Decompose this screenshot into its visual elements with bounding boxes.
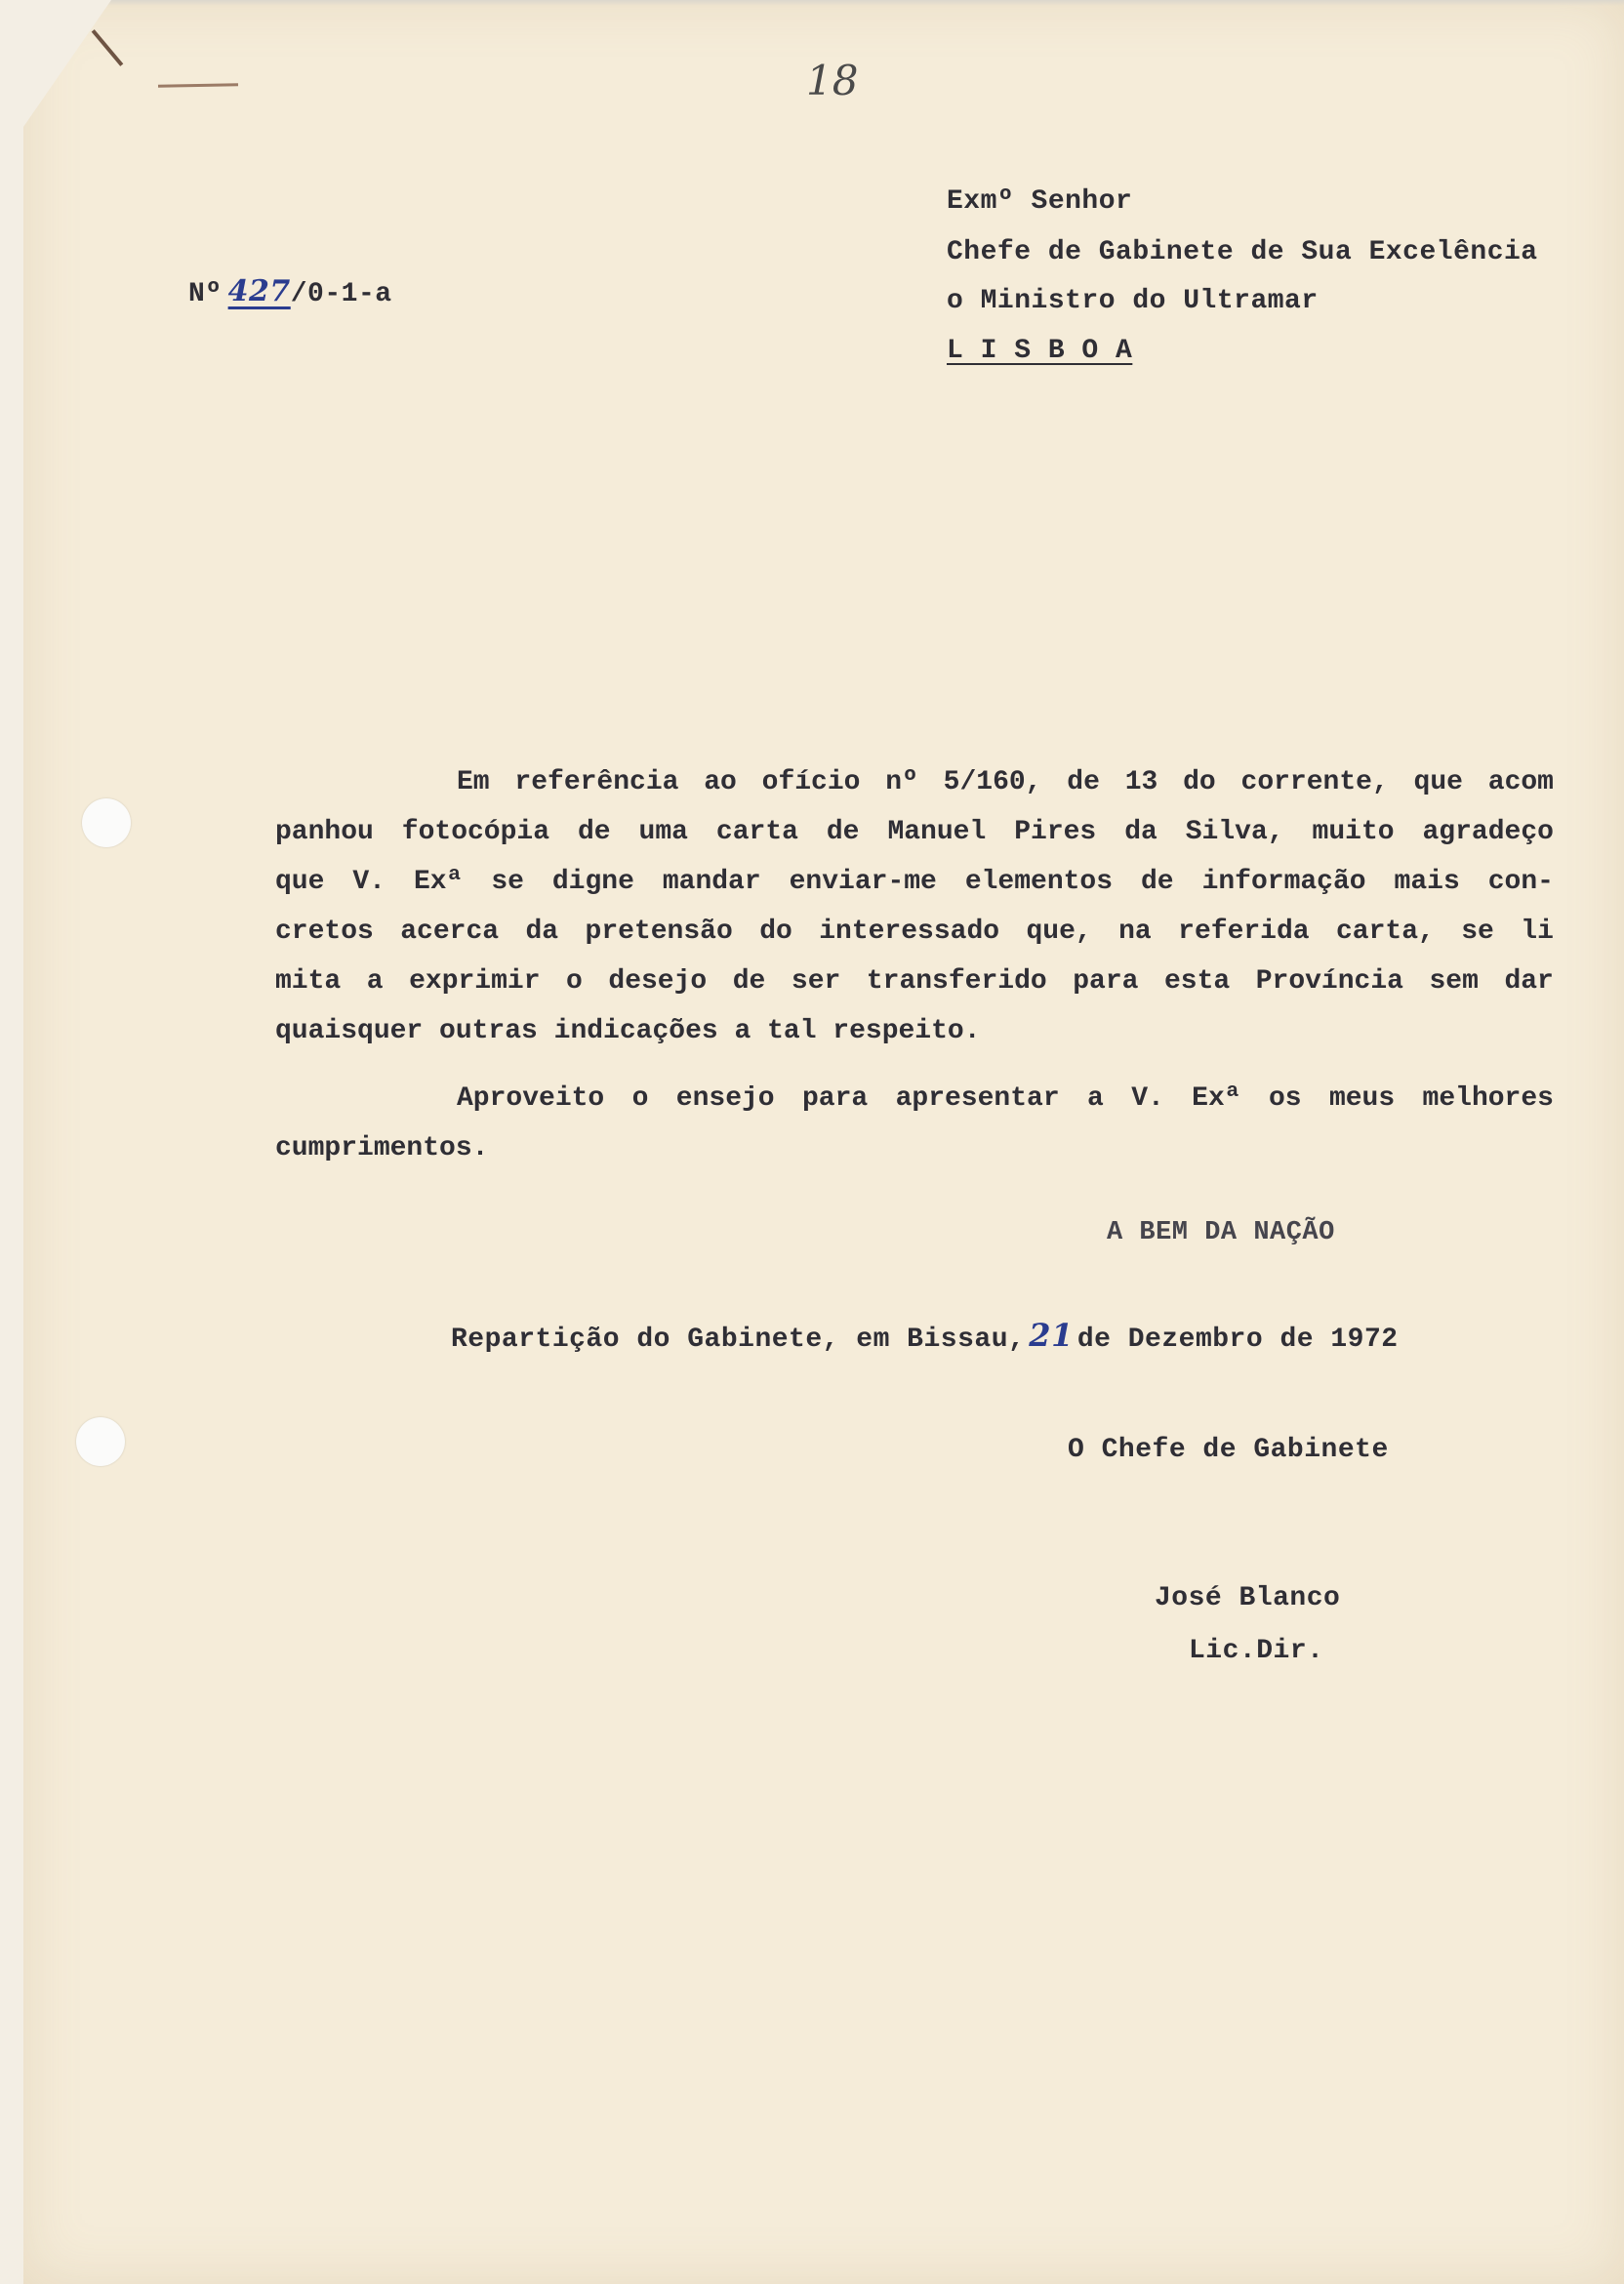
body-word: melhores (1422, 1083, 1554, 1114)
signatory-name: José Blanco (1155, 1583, 1341, 1613)
body-word: ao (704, 767, 737, 797)
body-line (275, 1074, 1554, 1123)
body-word: o (566, 966, 583, 997)
body-line (275, 757, 1554, 807)
handwritten-day: 21 (1029, 1317, 1074, 1354)
letter-body (275, 757, 1554, 1173)
body-word: muito (1312, 817, 1395, 847)
folio-number: 18 (806, 57, 859, 104)
body-line (275, 807, 1554, 857)
body-word: cretos (275, 917, 374, 947)
place-and-date (451, 1317, 1399, 1355)
torn-corner (23, 0, 111, 127)
place-prefix: Repartição do Gabinete, em Bissau, (451, 1325, 1026, 1355)
body-word: pretensão (585, 917, 733, 947)
addressee-title: Chefe de Gabinete de Sua Excelência (947, 237, 1538, 267)
body-word: ser (791, 966, 841, 997)
body-word: que, (1026, 917, 1092, 947)
body-word: Pires (1014, 817, 1097, 847)
body-word: Manuel (887, 817, 987, 847)
body-word: 5/160, (943, 767, 1042, 797)
body-word: da (1124, 817, 1157, 847)
body-word: Exª (1192, 1083, 1241, 1114)
body-word: mita (275, 966, 342, 997)
body-word: agradeço (1422, 817, 1554, 847)
punch-hole-lower (76, 1417, 125, 1466)
staple-line (158, 83, 238, 87)
body-word: o (631, 1083, 649, 1114)
body-word: apresentar (895, 1083, 1060, 1114)
body-word: exprimir (409, 966, 541, 997)
body-word: carta, (1336, 917, 1435, 947)
body-word: acom (1487, 767, 1554, 797)
body-word: interessado (819, 917, 1000, 947)
addressee-city: L I S B O A (947, 336, 1133, 366)
body-word: de (826, 817, 860, 847)
body-word: referência (514, 767, 679, 797)
body-word: que (1413, 767, 1463, 797)
body-word: de (1141, 867, 1174, 897)
body-word: na (1118, 917, 1152, 947)
body-word: meus (1328, 1083, 1396, 1114)
body-word: ensejo (675, 1083, 775, 1114)
punch-hole-upper (82, 798, 131, 847)
body-word: referida (1178, 917, 1310, 947)
body-word: digne (551, 867, 634, 897)
body-line: quaisquer outras indicações a tal respeito. (275, 1016, 981, 1046)
body-word: ofício (761, 767, 861, 797)
signatory-title: Lic.Dir. (1189, 1636, 1324, 1666)
body-word: esta (1163, 966, 1231, 997)
body-word: carta (715, 817, 798, 847)
body-word: para (1073, 966, 1139, 997)
body-word: informação (1201, 867, 1366, 897)
body-word: Exª (413, 867, 464, 897)
body-word: enviar-me (789, 867, 937, 897)
body-word: que (275, 867, 325, 897)
body-word: mais (1394, 867, 1460, 897)
body-word: 13 (1124, 767, 1158, 797)
body-word: nº (885, 767, 918, 797)
body-word: transferido (866, 966, 1047, 997)
body-word: elementos (964, 867, 1114, 897)
closing-motto: A BEM DA NAÇÃO (1107, 1218, 1335, 1247)
body-word: do (759, 917, 792, 947)
body-word: acerca (400, 917, 500, 947)
body-word: uma (638, 817, 688, 847)
body-word: do (1183, 767, 1216, 797)
body-word: sem (1429, 966, 1479, 997)
body-word: dar (1504, 966, 1554, 997)
body-word: panhou (275, 817, 374, 847)
body-word: V. (1131, 1083, 1164, 1114)
body-word: Silva, (1185, 817, 1284, 847)
body-line (275, 907, 1554, 957)
reference-prefix: Nº (188, 279, 223, 309)
reference-number (188, 274, 392, 309)
body-word: da (525, 917, 559, 947)
body-word: se (1461, 917, 1494, 947)
body-word: para (802, 1083, 869, 1114)
body-word: Província (1255, 966, 1403, 997)
body-line (275, 857, 1554, 907)
body-word: a (366, 966, 384, 997)
reference-suffix: /0-1-a (290, 279, 392, 309)
paper-top-edge (62, 0, 1624, 6)
body-word: Em (457, 767, 490, 797)
body-word: de (732, 966, 766, 997)
body-word: Aproveito (457, 1083, 605, 1114)
body-word: li (1521, 917, 1554, 947)
body-word: se (491, 867, 524, 897)
body-line (275, 957, 1554, 1006)
body-word: a (1087, 1083, 1104, 1114)
body-word: fotocópia (401, 817, 550, 847)
addressee-salutation: Exmº Senhor (947, 186, 1133, 217)
date-suffix: de Dezembro de 1972 (1076, 1325, 1399, 1355)
body-word: con- (1487, 867, 1554, 897)
signatory-role: O Chefe de Gabinete (1068, 1435, 1389, 1465)
body-word: os (1268, 1083, 1302, 1114)
body-line: cumprimentos. (275, 1133, 489, 1163)
body-word: corrente, (1240, 767, 1389, 797)
body-word: V. (352, 867, 386, 897)
body-word: de (1067, 767, 1100, 797)
body-word: de (577, 817, 611, 847)
body-word: mandar (662, 867, 761, 897)
reference-handwritten-number: 427 (227, 274, 291, 308)
addressee-ministry: o Ministro do Ultramar (947, 286, 1319, 316)
body-word: desejo (608, 966, 708, 997)
